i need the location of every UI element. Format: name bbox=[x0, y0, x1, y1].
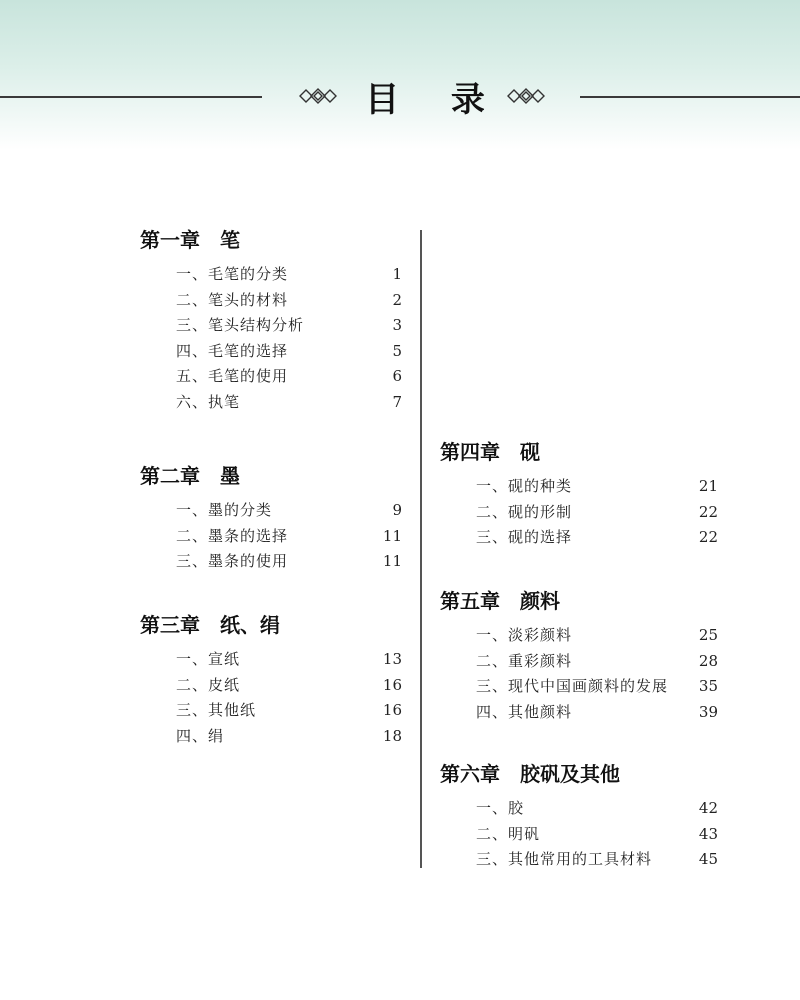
toc-entry[interactable] bbox=[440, 847, 718, 873]
toc-entry[interactable] bbox=[140, 673, 402, 699]
toc-entry-label: 五、毛笔的使用 bbox=[176, 367, 289, 385]
chapter-3 bbox=[140, 611, 402, 749]
toc-entry-page: 42 bbox=[698, 799, 718, 817]
toc-entry-label: 三、墨条的使用 bbox=[176, 552, 289, 570]
toc-entry-page: 16 bbox=[382, 701, 402, 719]
toc-entry[interactable] bbox=[140, 498, 402, 524]
toc-entry-page: 45 bbox=[698, 850, 718, 868]
toc-entry[interactable] bbox=[140, 524, 402, 550]
toc-entry-page: 35 bbox=[698, 677, 718, 695]
toc-entry[interactable] bbox=[140, 724, 402, 750]
toc-entry[interactable] bbox=[440, 822, 718, 848]
chapter-title: 第一章 笔 bbox=[140, 228, 240, 252]
toc-entry-page: 13 bbox=[382, 650, 402, 668]
toc-entry-page: 25 bbox=[698, 626, 718, 644]
toc-entry-label: 二、墨条的选择 bbox=[176, 526, 289, 545]
toc-entry[interactable] bbox=[440, 500, 718, 526]
toc-entry[interactable] bbox=[140, 549, 402, 575]
toc-entry-label: 二、砚的形制 bbox=[476, 502, 573, 521]
toc-entry[interactable] bbox=[440, 474, 718, 500]
toc-entry-page: 16 bbox=[382, 675, 402, 694]
toc-entry-label: 二、重彩颜料 bbox=[476, 651, 573, 670]
toc-entry-label: 一、淡彩颜料 bbox=[476, 626, 573, 644]
toc-entry-page: 43 bbox=[698, 824, 718, 843]
toc-entry-page: 2 bbox=[392, 290, 402, 309]
toc-entry-label: 二、笔头的材料 bbox=[176, 290, 289, 309]
toc-entry-label: 四、绢 bbox=[176, 726, 225, 745]
chapter-4 bbox=[440, 438, 718, 551]
toc-entry-page: 7 bbox=[392, 392, 402, 411]
toc-entry-page: 6 bbox=[392, 367, 402, 385]
toc-entry-label: 三、其他纸 bbox=[176, 701, 257, 719]
toc-entry[interactable] bbox=[140, 262, 402, 288]
toc-entry[interactable] bbox=[140, 339, 402, 365]
toc-entry[interactable] bbox=[140, 288, 402, 314]
ornament-right-icon bbox=[506, 84, 546, 108]
toc-entry[interactable] bbox=[140, 390, 402, 416]
toc-entry-label: 四、其他颜料 bbox=[476, 702, 573, 721]
toc-entry-label: 二、皮纸 bbox=[176, 675, 241, 694]
toc-entry-page: 21 bbox=[698, 477, 718, 495]
toc-entry[interactable] bbox=[440, 796, 718, 822]
chapter-5 bbox=[440, 587, 718, 725]
toc-entry-label: 一、墨的分类 bbox=[176, 501, 273, 519]
toc-entry[interactable] bbox=[440, 525, 718, 551]
toc-entry[interactable] bbox=[140, 313, 402, 339]
toc-entry-page: 39 bbox=[698, 702, 718, 721]
toc-entry-page: 9 bbox=[392, 501, 402, 519]
toc-entry-page: 1 bbox=[392, 265, 402, 283]
toc-entry-page: 22 bbox=[698, 502, 718, 521]
toc-entry-page: 28 bbox=[698, 651, 718, 670]
toc-entry-label: 六、执笔 bbox=[176, 392, 241, 411]
header-rule-left bbox=[0, 96, 262, 98]
toc-entry[interactable] bbox=[140, 698, 402, 724]
toc-entry[interactable] bbox=[440, 623, 718, 649]
chapter-title: 第五章 颜料 bbox=[440, 589, 560, 613]
toc-entry-page: 11 bbox=[382, 552, 402, 570]
toc-entry-label: 三、现代中国画颜料的发展 bbox=[476, 677, 669, 695]
chapter-2 bbox=[140, 462, 402, 575]
toc-entry-page: 11 bbox=[382, 526, 402, 545]
column-divider bbox=[420, 230, 422, 868]
toc-entry[interactable] bbox=[440, 649, 718, 675]
toc-entry-label: 一、毛笔的分类 bbox=[176, 265, 289, 283]
toc-entry-label: 四、毛笔的选择 bbox=[176, 341, 289, 360]
toc-entry-page: 3 bbox=[392, 316, 402, 334]
toc-entry-label: 一、砚的种类 bbox=[476, 477, 573, 495]
toc-entry[interactable] bbox=[440, 674, 718, 700]
toc-entry-label: 二、明矾 bbox=[476, 824, 541, 843]
header-rule-right bbox=[580, 96, 800, 98]
toc-entry-page: 18 bbox=[382, 726, 402, 745]
chapter-title: 第六章 胶矾及其他 bbox=[440, 762, 620, 786]
toc-entry[interactable] bbox=[140, 364, 402, 390]
chapter-1 bbox=[140, 226, 402, 415]
toc-entry-page: 22 bbox=[698, 528, 718, 546]
toc-entry-label: 三、笔头结构分析 bbox=[176, 316, 305, 334]
toc-entry-page: 5 bbox=[392, 341, 402, 360]
toc-entry[interactable] bbox=[140, 647, 402, 673]
toc-entry-label: 三、其他常用的工具材料 bbox=[476, 850, 653, 868]
toc-entry-label: 一、胶 bbox=[476, 799, 525, 817]
chapter-6 bbox=[440, 760, 718, 873]
ornament-left-icon bbox=[298, 84, 338, 108]
page-title: 目 录 bbox=[365, 80, 505, 120]
chapter-title: 第二章 墨 bbox=[140, 464, 240, 488]
toc-entry[interactable] bbox=[440, 700, 718, 726]
chapter-title: 第四章 砚 bbox=[440, 440, 540, 464]
toc-entry-label: 一、宣纸 bbox=[176, 650, 241, 668]
chapter-title: 第三章 纸、绢 bbox=[140, 613, 280, 637]
toc-entry-label: 三、砚的选择 bbox=[476, 528, 573, 546]
